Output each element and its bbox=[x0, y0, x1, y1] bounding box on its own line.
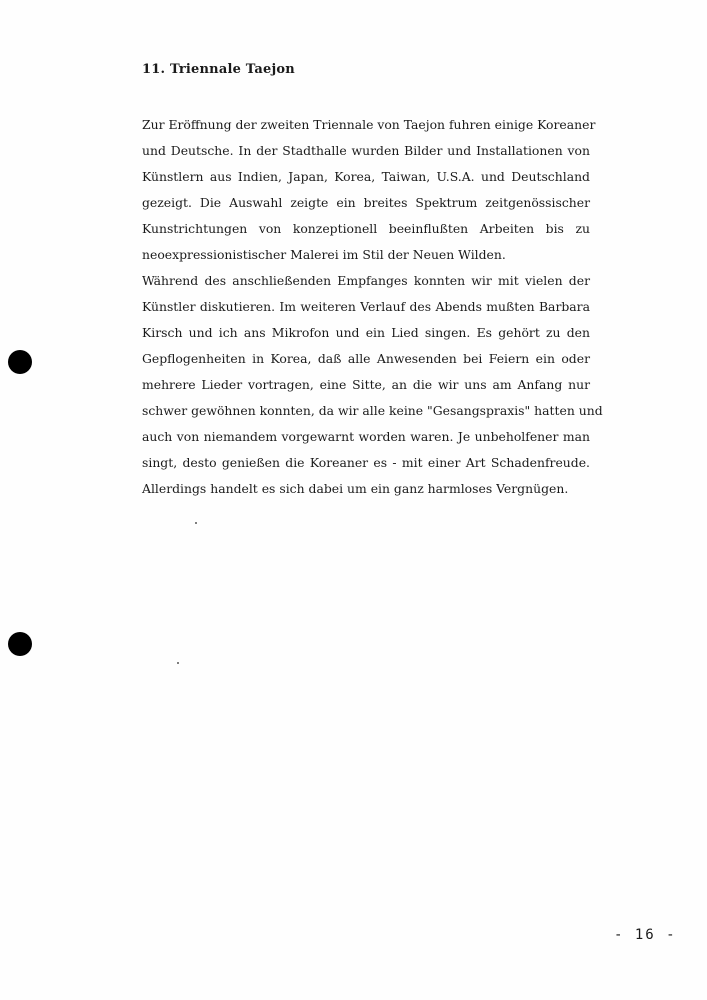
text-line: gezeigt. Die Auswahl zeigte ein breites Spektrum zeitgenössischer bbox=[142, 195, 590, 210]
text-line: Zur Eröffnung der zweiten Triennale von Taejon fuhren einige Koreaner bbox=[142, 117, 596, 132]
text-line: Allerdings handelt es sich dabei um ein ganz harmloses Vergnügen. bbox=[142, 481, 569, 496]
page-number: - 16 - bbox=[614, 927, 677, 943]
scan-speck bbox=[195, 522, 197, 524]
text-line: mehrere Lieder vortragen, eine Sitte, an die wir uns am Anfang nur bbox=[142, 377, 590, 392]
text-line: Während des anschließenden Empfanges konnten wir mit vielen der bbox=[142, 273, 590, 288]
text-line: singt, desto genießen die Koreaner es - mit einer Art Schadenfreude. bbox=[142, 455, 590, 470]
text-line: und Deutsche. In der Stadthalle wurden Bilder und Installationen von bbox=[142, 143, 590, 158]
text-line: schwer gewöhnen konnten, da wir alle keine "Gesangspraxis" hatten und bbox=[142, 403, 603, 418]
body-text bbox=[142, 112, 603, 502]
text-line: neoexpressionistischer Malerei im Stil der Neuen Wilden. bbox=[142, 247, 506, 262]
text-line: Gepflogenheiten in Korea, daß alle Anwesenden bei Feiern ein oder bbox=[142, 351, 590, 366]
punch-hole-top bbox=[8, 350, 32, 374]
scan-speck bbox=[177, 662, 179, 664]
text-line: Kirsch und ich ans Mikrofon und ein Lied singen. Es gehört zu den bbox=[142, 325, 590, 340]
text-line: Künstlern aus Indien, Japan, Korea, Taiwan, U.S.A. und Deutschland bbox=[142, 169, 590, 184]
text-line: auch von niemandem vorgewarnt worden waren. Je unbeholfener man bbox=[142, 429, 590, 444]
text-line: Künstler diskutieren. Im weiteren Verlauf des Abends mußten Barbara bbox=[142, 299, 590, 314]
section-heading: 11. Triennale Taejon bbox=[142, 62, 295, 77]
text-line: Kunstrichtungen von konzeptionell beeinflußten Arbeiten bis zu bbox=[142, 221, 590, 236]
punch-hole-bottom bbox=[8, 632, 32, 656]
